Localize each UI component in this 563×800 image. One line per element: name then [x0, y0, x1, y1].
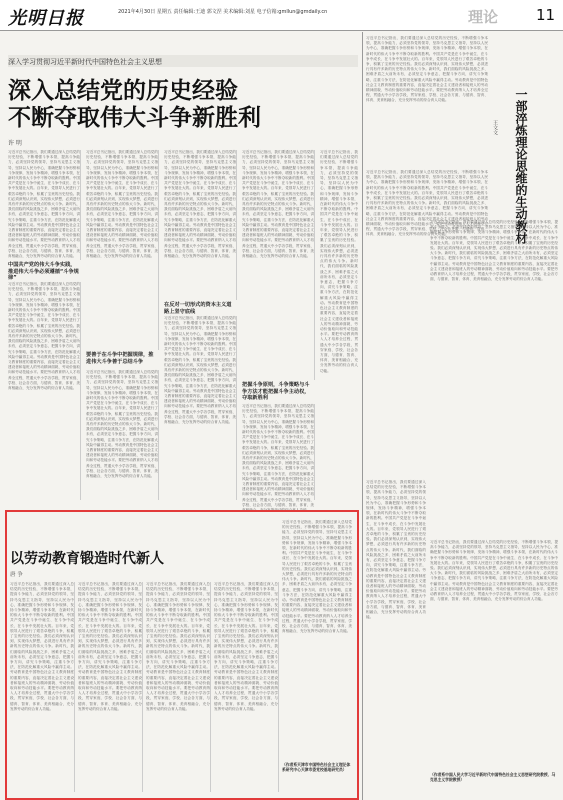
- right-column-3: 习近平总书记指出，我们要通过深入总结党的历史经验，不断增强斗争本领，提高斗争能力，必须坚持党的领导，坚持马克思主义指导，坚持以人民为中心，准确把握斗争形势和斗争规律，发扬斗争精神，增强斗争本领，在新时代的伟大斗争中不断夺取新的胜利。中国共产党是在斗争中诞生、在斗争中成长、在斗争中发展壮大的。百年来，党领导人民进行了艰苦卓绝的斗争，积累了宝贵的历史经验。我们必须深刻认识到，实现伟大梦想，必须进行具有许多新的历史特点的伟大斗争。新时代，我们面临的风险挑战之多、困难矛盾之大前所未有，必须坚定斗争意志，把握斗争方向，讲究斗争策略，注重斗争方法，在防范化解重大风险中赢得主动。劳动教育是中国特色社会主义教育制度的重要内容，直接决定着社会主义建设者和接班人的劳动精神面貌、劳动价值取向和劳动技能水平。要把劳动教育纳入人才培养全过程，贯通大中小学各学段，贯穿家庭、学校、社会各方面，与德育、智育、体育、美育相融合，充分发挥劳动的综合育人功能。: [366, 480, 426, 620]
- kicker: 深入学习贯彻习近平新时代中国特色社会主义思想: [8, 58, 162, 66]
- column-divider: [362, 32, 363, 800]
- main-headline: [8, 78, 338, 132]
- section-title: 理论: [468, 8, 499, 26]
- right-column-top: 习近平总书记指出，我们要通过深入总结党的历史经验，不断增强斗争本领，提高斗争能力，必须坚持党的领导，坚持马克思主义指导，坚持以人民为中心，准确把握斗争形势和斗争规律，发扬斗争精神，增强斗争本领，在新时代的伟大斗争中不断夺取新的胜利。中国共产党是在斗争中诞生、在斗争中成长、在斗争中发展壮大的。百年来，党领导人民进行了艰苦卓绝的斗争，积累了宝贵的历史经验。我们必须深刻认识到，实现伟大梦想，必须进行具有许多新的历史特点的伟大斗争。新时代，我们面临的风险挑战之多、困难矛盾之大前所未有，必须坚定斗争意志，把握斗争方向，讲究斗争策略，注重斗争方法，在防范化解重大风险中赢得主动。劳动教育是中国特色社会主义教育制度的重要内容，直接决定着社会主义建设者和接班人的劳动精神面貌、劳动价值取向和劳动技能水平。要把劳动教育纳入人才培养全过程，贯通大中小学各学段，贯穿家庭、学校、社会各方面，与德育、智育、体育、美育相融合，充分发挥劳动的综合育人功能。: [366, 36, 488, 103]
- main-headline-line-2: 不断夺取伟大斗争新胜利: [8, 105, 261, 131]
- featured-headline: 以劳动教育锻造时代新人: [10, 551, 164, 567]
- main-subhead-1: 中国共产党的伟大斗争实践，推进伟大斗争必须遵循“斗争规律”: [8, 262, 79, 281]
- main-subhead-3: 在反对一切形式的资本主义道路上坚守底线: [164, 302, 232, 315]
- main-column-1: 习近平总书记指出，我们要通过深入总结党的历史经验，不断增强斗争本领，提高斗争能力，必须坚持党的领导，坚持马克思主义指导，坚持以人民为中心，准确把握斗争形势和斗争规律，发扬斗争精神，增强斗争本领，在新时代的伟大斗争中不断夺取新的胜利。中国共产党是在斗争中诞生、在斗争中成长、在斗争中发展壮大的。百年来，党领导人民进行了艰苦卓绝的斗争，积累了宝贵的历史经验。我们必须深刻认识到，实现伟大梦想，必须进行具有许多新的历史特点的伟大斗争。新时代，我们面临的风险挑战之多、困难矛盾之大前所未有，必须坚定斗争意志，把握斗争方向，讲究斗争策略，注重斗争方法，在防范化解重大风险中赢得主动。劳动教育是中国特色社会主义教育制度的重要内容，直接决定着社会主义建设者和接班人的劳动精神面貌、劳动价值取向和劳动技能水平。要把劳动教育纳入人才培养全过程，贯通大中小学各学段，贯穿家庭、学校、社会各方面，与德育、智育、体育、美育相融合，充分发挥劳动的综合育人功能。: [8, 150, 80, 259]
- right-byline: 王文文: [492, 120, 498, 135]
- main-subhead-2: 要善于在斗争中把握规律，推进伟大斗争善于总结斗争: [86, 352, 154, 365]
- right-headline: 一部淬炼理论思维的生动教材: [514, 88, 528, 244]
- main-column-4b: 习近平总书记指出，我们要通过深入总结党的历史经验，不断增强斗争本领，提高斗争能力，必须坚持党的领导，坚持马克思主义指导，坚持以人民为中心，准确把握斗争形势和斗争规律，发扬斗争精神，增强斗争本领，在新时代的伟大斗争中不断夺取新的胜利。中国共产党是在斗争中诞生、在斗争中成长、在斗争中发展壮大的。百年来，党领导人民进行了艰苦卓绝的斗争，积累了宝贵的历史经验。我们必须深刻认识到，实现伟大梦想，必须进行具有许多新的历史特点的伟大斗争。新时代，我们面临的风险挑战之多、困难矛盾之大前所未有，必须坚定斗争意志，把握斗争方向，讲究斗争策略，注重斗争方法，在防范化解重大风险中赢得主动。劳动教育是中国特色社会主义教育制度的重要内容，直接决定着社会主义建设者和接班人的劳动精神面貌、劳动价值取向和劳动技能水平。要把劳动教育纳入人才培养全过程，贯通大中小学各学段，贯穿家庭、学校、社会各方面，与德育、智育、体育、美育相融合，充分发挥劳动的综合育人功能。: [242, 404, 314, 513]
- featured-column-1: 习近平总书记指出，我们要通过深入总结党的历史经验，不断增强斗争本领，提高斗争能力，必须坚持党的领导，坚持马克思主义指导，坚持以人民为中心，准确把握斗争形势和斗争规律，发扬斗争精神，增强斗争本领，在新时代的伟大斗争中不断夺取新的胜利。中国共产党是在斗争中诞生、在斗争中成长、在斗争中发展壮大的。百年来，党领导人民进行了艰苦卓绝的斗争，积累了宝贵的历史经验。我们必须深刻认识到，实现伟大梦想，必须进行具有许多新的历史特点的伟大斗争。新时代，我们面临的风险挑战之多、困难矛盾之大前所未有，必须坚定斗争意志，把握斗争方向，讲究斗争策略，注重斗争方法，在防范化解重大风险中赢得主动。劳动教育是中国特色社会主义教育制度的重要内容，直接决定着社会主义建设者和接班人的劳动精神面貌、劳动价值取向和劳动技能水平。要把劳动教育纳入人才培养全过程，贯通大中小学各学段，贯穿家庭、学校、社会各方面，与德育、智育、体育、美育相融合，充分发挥劳动的综合育人功能。: [10, 582, 75, 792]
- right-column-2: 习近平总书记指出，我们要通过深入总结党的历史经验，不断增强斗争本领，提高斗争能力，必须坚持党的领导，坚持马克思主义指导，坚持以人民为中心，准确把握斗争形势和斗争规律，发扬斗争精神，增强斗争本领，在新时代的伟大斗争中不断夺取新的胜利。中国共产党是在斗争中诞生、在斗争中成长、在斗争中发展壮大的。百年来，党领导人民进行了艰苦卓绝的斗争，积累了宝贵的历史经验。我们必须深刻认识到，实现伟大梦想，必须进行具有许多新的历史特点的伟大斗争。新时代，我们面临的风险挑战之多、困难矛盾之大前所未有，必须坚定斗争意志，把握斗争方向，讲究斗争策略，注重斗争方法，在防范化解重大风险中赢得主动。劳动教育是中国特色社会主义教育制度的重要内容，直接决定着社会主义建设者和接班人的劳动精神面貌、劳动价值取向和劳动技能水平。要把劳动教育纳入人才培养全过程，贯通大中小学各学段，贯穿家庭、学校、社会各方面，与德育、智育、体育、美育相融合，充分发挥劳动的综合育人功能。: [430, 220, 558, 282]
- masthead: [0, 0, 563, 31]
- right-column-1: 习近平总书记指出，我们要通过深入总结党的历史经验，不断增强斗争本领，提高斗争能力，必须坚持党的领导，坚持马克思主义指导，坚持以人民为中心，准确把握斗争形势和斗争规律，发扬斗争精神，增强斗争本领，在新时代的伟大斗争中不断夺取新的胜利。中国共产党是在斗争中诞生、在斗争中成长、在斗争中发展壮大的。百年来，党领导人民进行了艰苦卓绝的斗争，积累了宝贵的历史经验。我们必须深刻认识到，实现伟大梦想，必须进行具有许多新的历史特点的伟大斗争。新时代，我们面临的风险挑战之多、困难矛盾之大前所未有，必须坚定斗争意志，把握斗争方向，讲究斗争策略，注重斗争方法，在防范化解重大风险中赢得主动。劳动教育是中国特色社会主义教育制度的重要内容，直接决定着社会主义建设者和接班人的劳动精神面貌、劳动价值取向和劳动技能水平。要把劳动教育纳入人才培养全过程，贯通大中小学各学段，贯穿家庭、学校、社会各方面，与德育、智育、体育、美育相融合，充分发挥劳动的综合育人功能。: [366, 170, 488, 237]
- newspaper-logo: 光明日报: [8, 8, 84, 29]
- featured-column-4: 习近平总书记指出，我们要通过深入总结党的历史经验，不断增强斗争本领，提高斗争能力，必须坚持党的领导，坚持马克思主义指导，坚持以人民为中心，准确把握斗争形势和斗争规律，发扬斗争精神，增强斗争本领，在新时代的伟大斗争中不断夺取新的胜利。中国共产党是在斗争中诞生、在斗争中成长、在斗争中发展壮大的。百年来，党领导人民进行了艰苦卓绝的斗争，积累了宝贵的历史经验。我们必须深刻认识到，实现伟大梦想，必须进行具有许多新的历史特点的伟大斗争。新时代，我们面临的风险挑战之多、困难矛盾之大前所未有，必须坚定斗争意志，把握斗争方向，讲究斗争策略，注重斗争方法，在防范化解重大风险中赢得主动。劳动教育是中国特色社会主义教育制度的重要内容，直接决定着社会主义建设者和接班人的劳动精神面貌、劳动价值取向和劳动技能水平。要把劳动教育纳入人才培养全过程，贯通大中小学各学段，贯穿家庭、学校、社会各方面，与德育、智育、体育、美育相融合，充分发挥劳动的综合育人功能。: [214, 582, 279, 792]
- main-subhead-4: 把握斗争原则，斗争策略与斗争方法才能把握斗争主动权，夺取新胜利: [242, 382, 310, 401]
- featured-author-note: （作者系天津市中国特色社会主义理论体系研究中心天津市委党校基地研究员）: [282, 762, 351, 772]
- featured-column-5: 习近平总书记指出，我们要通过深入总结党的历史经验，不断增强斗争本领，提高斗争能力，必须坚持党的领导，坚持马克思主义指导，坚持以人民为中心，准确把握斗争形势和斗争规律，发扬斗争精神，增强斗争本领，在新时代的伟大斗争中不断夺取新的胜利。中国共产党是在斗争中诞生、在斗争中成长、在斗争中发展壮大的。百年来，党领导人民进行了艰苦卓绝的斗争，积累了宝贵的历史经验。我们必须深刻认识到，实现伟大梦想，必须进行具有许多新的历史特点的伟大斗争。新时代，我们面临的风险挑战之多、困难矛盾之大前所未有，必须坚定斗争意志，把握斗争方向，讲究斗争策略，注重斗争方法，在防范化解重大风险中赢得主动。劳动教育是中国特色社会主义教育制度的重要内容，直接决定着社会主义建设者和接班人的劳动精神面貌、劳动价值取向和劳动技能水平。要把劳动教育纳入人才培养全过程，贯通大中小学各学段，贯穿家庭、学校、社会各方面，与德育、智育、体育、美育相融合，充分发挥劳动的综合育人功能。: [282, 520, 352, 634]
- main-column-3b: 习近平总书记指出，我们要通过深入总结党的历史经验，不断增强斗争本领，提高斗争能力，必须坚持党的领导，坚持马克思主义指导，坚持以人民为中心，准确把握斗争形势和斗争规律，发扬斗争精神，增强斗争本领，在新时代的伟大斗争中不断夺取新的胜利。中国共产党是在斗争中诞生、在斗争中成长、在斗争中发展壮大的。百年来，党领导人民进行了艰苦卓绝的斗争，积累了宝贵的历史经验。我们必须深刻认识到，实现伟大梦想，必须进行具有许多新的历史特点的伟大斗争。新时代，我们面临的风险挑战之多、困难矛盾之大前所未有，必须坚定斗争意志，把握斗争方向，讲究斗争策略，注重斗争方法，在防范化解重大风险中赢得主动。劳动教育是中国特色社会主义教育制度的重要内容，直接决定着社会主义建设者和接班人的劳动精神面貌、劳动价值取向和劳动技能水平。要把劳动教育纳入人才培养全过程，贯通大中小学各学段，贯穿家庭、学校、社会各方面，与德育、智育、体育、美育相融合，充分发挥劳动的综合育人功能。: [164, 316, 237, 500]
- right-column-4: 习近平总书记指出，我们要通过深入总结党的历史经验，不断增强斗争本领，提高斗争能力，必须坚持党的领导，坚持马克思主义指导，坚持以人民为中心，准确把握斗争形势和斗争规律，发扬斗争精神，增强斗争本领，在新时代的伟大斗争中不断夺取新的胜利。中国共产党是在斗争中诞生、在斗争中成长、在斗争中发展壮大的。百年来，党领导人民进行了艰苦卓绝的斗争，积累了宝贵的历史经验。我们必须深刻认识到，实现伟大梦想，必须进行具有许多新的历史特点的伟大斗争。新时代，我们面临的风险挑战之多、困难矛盾之大前所未有，必须坚定斗争意志，把握斗争方向，讲究斗争策略，注重斗争方法，在防范化解重大风险中赢得主动。劳动教育是中国特色社会主义教育制度的重要内容，直接决定着社会主义建设者和接班人的劳动精神面貌、劳动价值取向和劳动技能水平。要把劳动教育纳入人才培养全过程，贯通大中小学各学段，贯穿家庭、学校、社会各方面，与德育、智育、体育、美育相融合，充分发挥劳动的综合育人功能。: [430, 540, 558, 602]
- main-column-1b: 习近平总书记指出，我们要通过深入总结党的历史经验，不断增强斗争本领，提高斗争能力，必须坚持党的领导，坚持马克思主义指导，坚持以人民为中心，准确把握斗争形势和斗争规律，发扬斗争精神，增强斗争本领，在新时代的伟大斗争中不断夺取新的胜利。中国共产党是在斗争中诞生、在斗争中成长、在斗争中发展壮大的。百年来，党领导人民进行了艰苦卓绝的斗争，积累了宝贵的历史经验。我们必须深刻认识到，实现伟大梦想，必须进行具有许多新的历史特点的伟大斗争。新时代，我们面临的风险挑战之多、困难矛盾之大前所未有，必须坚定斗争意志，把握斗争方向，讲究斗争策略，注重斗争方法，在防范化解重大风险中赢得主动。劳动教育是中国特色社会主义教育制度的重要内容，直接决定着社会主义建设者和接班人的劳动精神面貌、劳动价值取向和劳动技能水平。要把劳动教育纳入人才培养全过程，贯通大中小学各学段，贯穿家庭、学校、社会各方面，与德育、智育、体育、美育相融合，充分发挥劳动的综合育人功能。: [8, 282, 81, 500]
- right-author-note: （作者系中国人民大学习近平新时代中国特色社会主义思想研究院教授、马克思主义学院教授）: [430, 772, 556, 782]
- main-column-4: 习近平总书记指出，我们要通过深入总结党的历史经验，不断增强斗争本领，提高斗争能力，必须坚持党的领导，坚持马克思主义指导，坚持以人民为中心，准确把握斗争形势和斗争规律，发扬斗争精神，增强斗争本领，在新时代的伟大斗争中不断夺取新的胜利。中国共产党是在斗争中诞生、在斗争中成长、在斗争中发展壮大的。百年来，党领导人民进行了艰苦卓绝的斗争，积累了宝贵的历史经验。我们必须深刻认识到，实现伟大梦想，必须进行具有许多新的历史特点的伟大斗争。新时代，我们面临的风险挑战之多、困难矛盾之大前所未有，必须坚定斗争意志，把握斗争方向，讲究斗争策略，注重斗争方法，在防范化解重大风险中赢得主动。劳动教育是中国特色社会主义教育制度的重要内容，直接决定着社会主义建设者和接班人的劳动精神面貌、劳动价值取向和劳动技能水平。要把劳动教育纳入人才培养全过程，贯通大中小学各学段，贯穿家庭、学校、社会各方面，与德育、智育、体育、美育相融合，充分发挥劳动的综合育人功能。: [242, 150, 315, 380]
- main-column-2b: 习近平总书记指出，我们要通过深入总结党的历史经验，不断增强斗争本领，提高斗争能力，必须坚持党的领导，坚持马克思主义指导，坚持以人民为中心，准确把握斗争形势和斗争规律，发扬斗争精神，增强斗争本领，在新时代的伟大斗争中不断夺取新的胜利。中国共产党是在斗争中诞生、在斗争中成长、在斗争中发展壮大的。百年来，党领导人民进行了艰苦卓绝的斗争，积累了宝贵的历史经验。我们必须深刻认识到，实现伟大梦想，必须进行具有许多新的历史特点的伟大斗争。新时代，我们面临的风险挑战之多、困难矛盾之大前所未有，必须坚定斗争意志，把握斗争方向，讲究斗争策略，注重斗争方法，在防范化解重大风险中赢得主动。劳动教育是中国特色社会主义教育制度的重要内容，直接决定着社会主义建设者和接班人的劳动精神面貌、劳动价值取向和劳动技能水平。要把劳动教育纳入人才培养全过程，贯通大中小学各学段，贯穿家庭、学校、社会各方面，与德育、智育、体育、美育相融合，充分发挥劳动的综合育人功能。: [86, 370, 159, 500]
- page-number: 11: [536, 6, 556, 24]
- issue-meta: 2021年4月30日 星期五 责任编辑:王迪 郭文涅 美术编辑:刘星 电子信箱:gmllun@gmdaily.cn: [118, 9, 328, 15]
- main-column-3: 习近平总书记指出，我们要通过深入总结党的历史经验，不断增强斗争本领，提高斗争能力，必须坚持党的领导，坚持马克思主义指导，坚持以人民为中心，准确把握斗争形势和斗争规律，发扬斗争精神，增强斗争本领，在新时代的伟大斗争中不断夺取新的胜利。中国共产党是在斗争中诞生、在斗争中成长、在斗争中发展壮大的。百年来，党领导人民进行了艰苦卓绝的斗争，积累了宝贵的历史经验。我们必须深刻认识到，实现伟大梦想，必须进行具有许多新的历史特点的伟大斗争。新时代，我们面临的风险挑战之多、困难矛盾之大前所未有，必须坚定斗争意志，把握斗争方向，讲究斗争策略，注重斗争方法，在防范化解重大风险中赢得主动。劳动教育是中国特色社会主义教育制度的重要内容，直接决定着社会主义建设者和接班人的劳动精神面貌、劳动价值取向和劳动技能水平。要把劳动教育纳入人才培养全过程，贯通大中小学各学段，贯穿家庭、学校、社会各方面，与德育、智育、体育、美育相融合，充分发挥劳动的综合育人功能。: [164, 150, 237, 300]
- main-headline-line-1: 深入总结党的历史经验: [8, 78, 238, 104]
- featured-column-2: 习近平总书记指出，我们要通过深入总结党的历史经验，不断增强斗争本领，提高斗争能力，必须坚持党的领导，坚持马克思主义指导，坚持以人民为中心，准确把握斗争形势和斗争规律，发扬斗争精神，增强斗争本领，在新时代的伟大斗争中不断夺取新的胜利。中国共产党是在斗争中诞生、在斗争中成长、在斗争中发展壮大的。百年来，党领导人民进行了艰苦卓绝的斗争，积累了宝贵的历史经验。我们必须深刻认识到，实现伟大梦想，必须进行具有许多新的历史特点的伟大斗争。新时代，我们面临的风险挑战之多、困难矛盾之大前所未有，必须坚定斗争意志，把握斗争方向，讲究斗争策略，注重斗争方法，在防范化解重大风险中赢得主动。劳动教育是中国特色社会主义教育制度的重要内容，直接决定着社会主义建设者和接班人的劳动精神面貌、劳动价值取向和劳动技能水平。要把劳动教育纳入人才培养全过程，贯通大中小学各学段，贯穿家庭、学校、社会各方面，与德育、智育、体育、美育相融合，充分发挥劳动的综合育人功能。: [78, 582, 143, 792]
- featured-column-3: 习近平总书记指出，我们要通过深入总结党的历史经验，不断增强斗争本领，提高斗争能力，必须坚持党的领导，坚持马克思主义指导，坚持以人民为中心，准确把握斗争形势和斗争规律，发扬斗争精神，增强斗争本领，在新时代的伟大斗争中不断夺取新的胜利。中国共产党是在斗争中诞生、在斗争中成长、在斗争中发展壮大的。百年来，党领导人民进行了艰苦卓绝的斗争，积累了宝贵的历史经验。我们必须深刻认识到，实现伟大梦想，必须进行具有许多新的历史特点的伟大斗争。新时代，我们面临的风险挑战之多、困难矛盾之大前所未有，必须坚定斗争意志，把握斗争方向，讲究斗争策略，注重斗争方法，在防范化解重大风险中赢得主动。劳动教育是中国特色社会主义教育制度的重要内容，直接决定着社会主义建设者和接班人的劳动精神面貌、劳动价值取向和劳动技能水平。要把劳动教育纳入人才培养全过程，贯通大中小学各学段，贯穿家庭、学校、社会各方面，与德育、智育、体育、美育相融合，充分发挥劳动的综合育人功能。: [146, 582, 211, 792]
- featured-byline: 唐 争: [10, 572, 23, 578]
- main-byline: 许 明: [8, 140, 22, 147]
- main-column-5: 习近平总书记指出，我们要通过深入总结党的历史经验，不断增强斗争本领，提高斗争能力，必须坚持党的领导，坚持马克思主义指导，坚持以人民为中心，准确把握斗争形势和斗争规律，发扬斗争精神，增强斗争本领，在新时代的伟大斗争中不断夺取新的胜利。中国共产党是在斗争中诞生、在斗争中成长、在斗争中发展壮大的。百年来，党领导人民进行了艰苦卓绝的斗争，积累了宝贵的历史经验。我们必须深刻认识到，实现伟大梦想，必须进行具有许多新的历史特点的伟大斗争。新时代，我们面临的风险挑战之多、困难矛盾之大前所未有，必须坚定斗争意志，把握斗争方向，讲究斗争策略，注重斗争方法，在防范化解重大风险中赢得主动。劳动教育是中国特色社会主义教育制度的重要内容，直接决定着社会主义建设者和接班人的劳动精神面貌、劳动价值取向和劳动技能水平。要把劳动教育纳入人才培养全过程，贯通大中小学各学段，贯穿家庭、学校、社会各方面，与德育、智育、体育、美育相融合，充分发挥劳动的综合育人功能。: [320, 150, 358, 373]
- main-column-2: 习近平总书记指出，我们要通过深入总结党的历史经验，不断增强斗争本领，提高斗争能力，必须坚持党的领导，坚持马克思主义指导，坚持以人民为中心，准确把握斗争形势和斗争规律，发扬斗争精神，增强斗争本领，在新时代的伟大斗争中不断夺取新的胜利。中国共产党是在斗争中诞生、在斗争中成长、在斗争中发展壮大的。百年来，党领导人民进行了艰苦卓绝的斗争，积累了宝贵的历史经验。我们必须深刻认识到，实现伟大梦想，必须进行具有许多新的历史特点的伟大斗争。新时代，我们面临的风险挑战之多、困难矛盾之大前所未有，必须坚定斗争意志，把握斗争方向，讲究斗争策略，注重斗争方法，在防范化解重大风险中赢得主动。劳动教育是中国特色社会主义教育制度的重要内容，直接决定着社会主义建设者和接班人的劳动精神面貌、劳动价值取向和劳动技能水平。要把劳动教育纳入人才培养全过程，贯通大中小学各学段，贯穿家庭、学校、社会各方面，与德育、智育、体育、美育相融合，充分发挥劳动的综合育人功能。: [86, 150, 159, 350]
